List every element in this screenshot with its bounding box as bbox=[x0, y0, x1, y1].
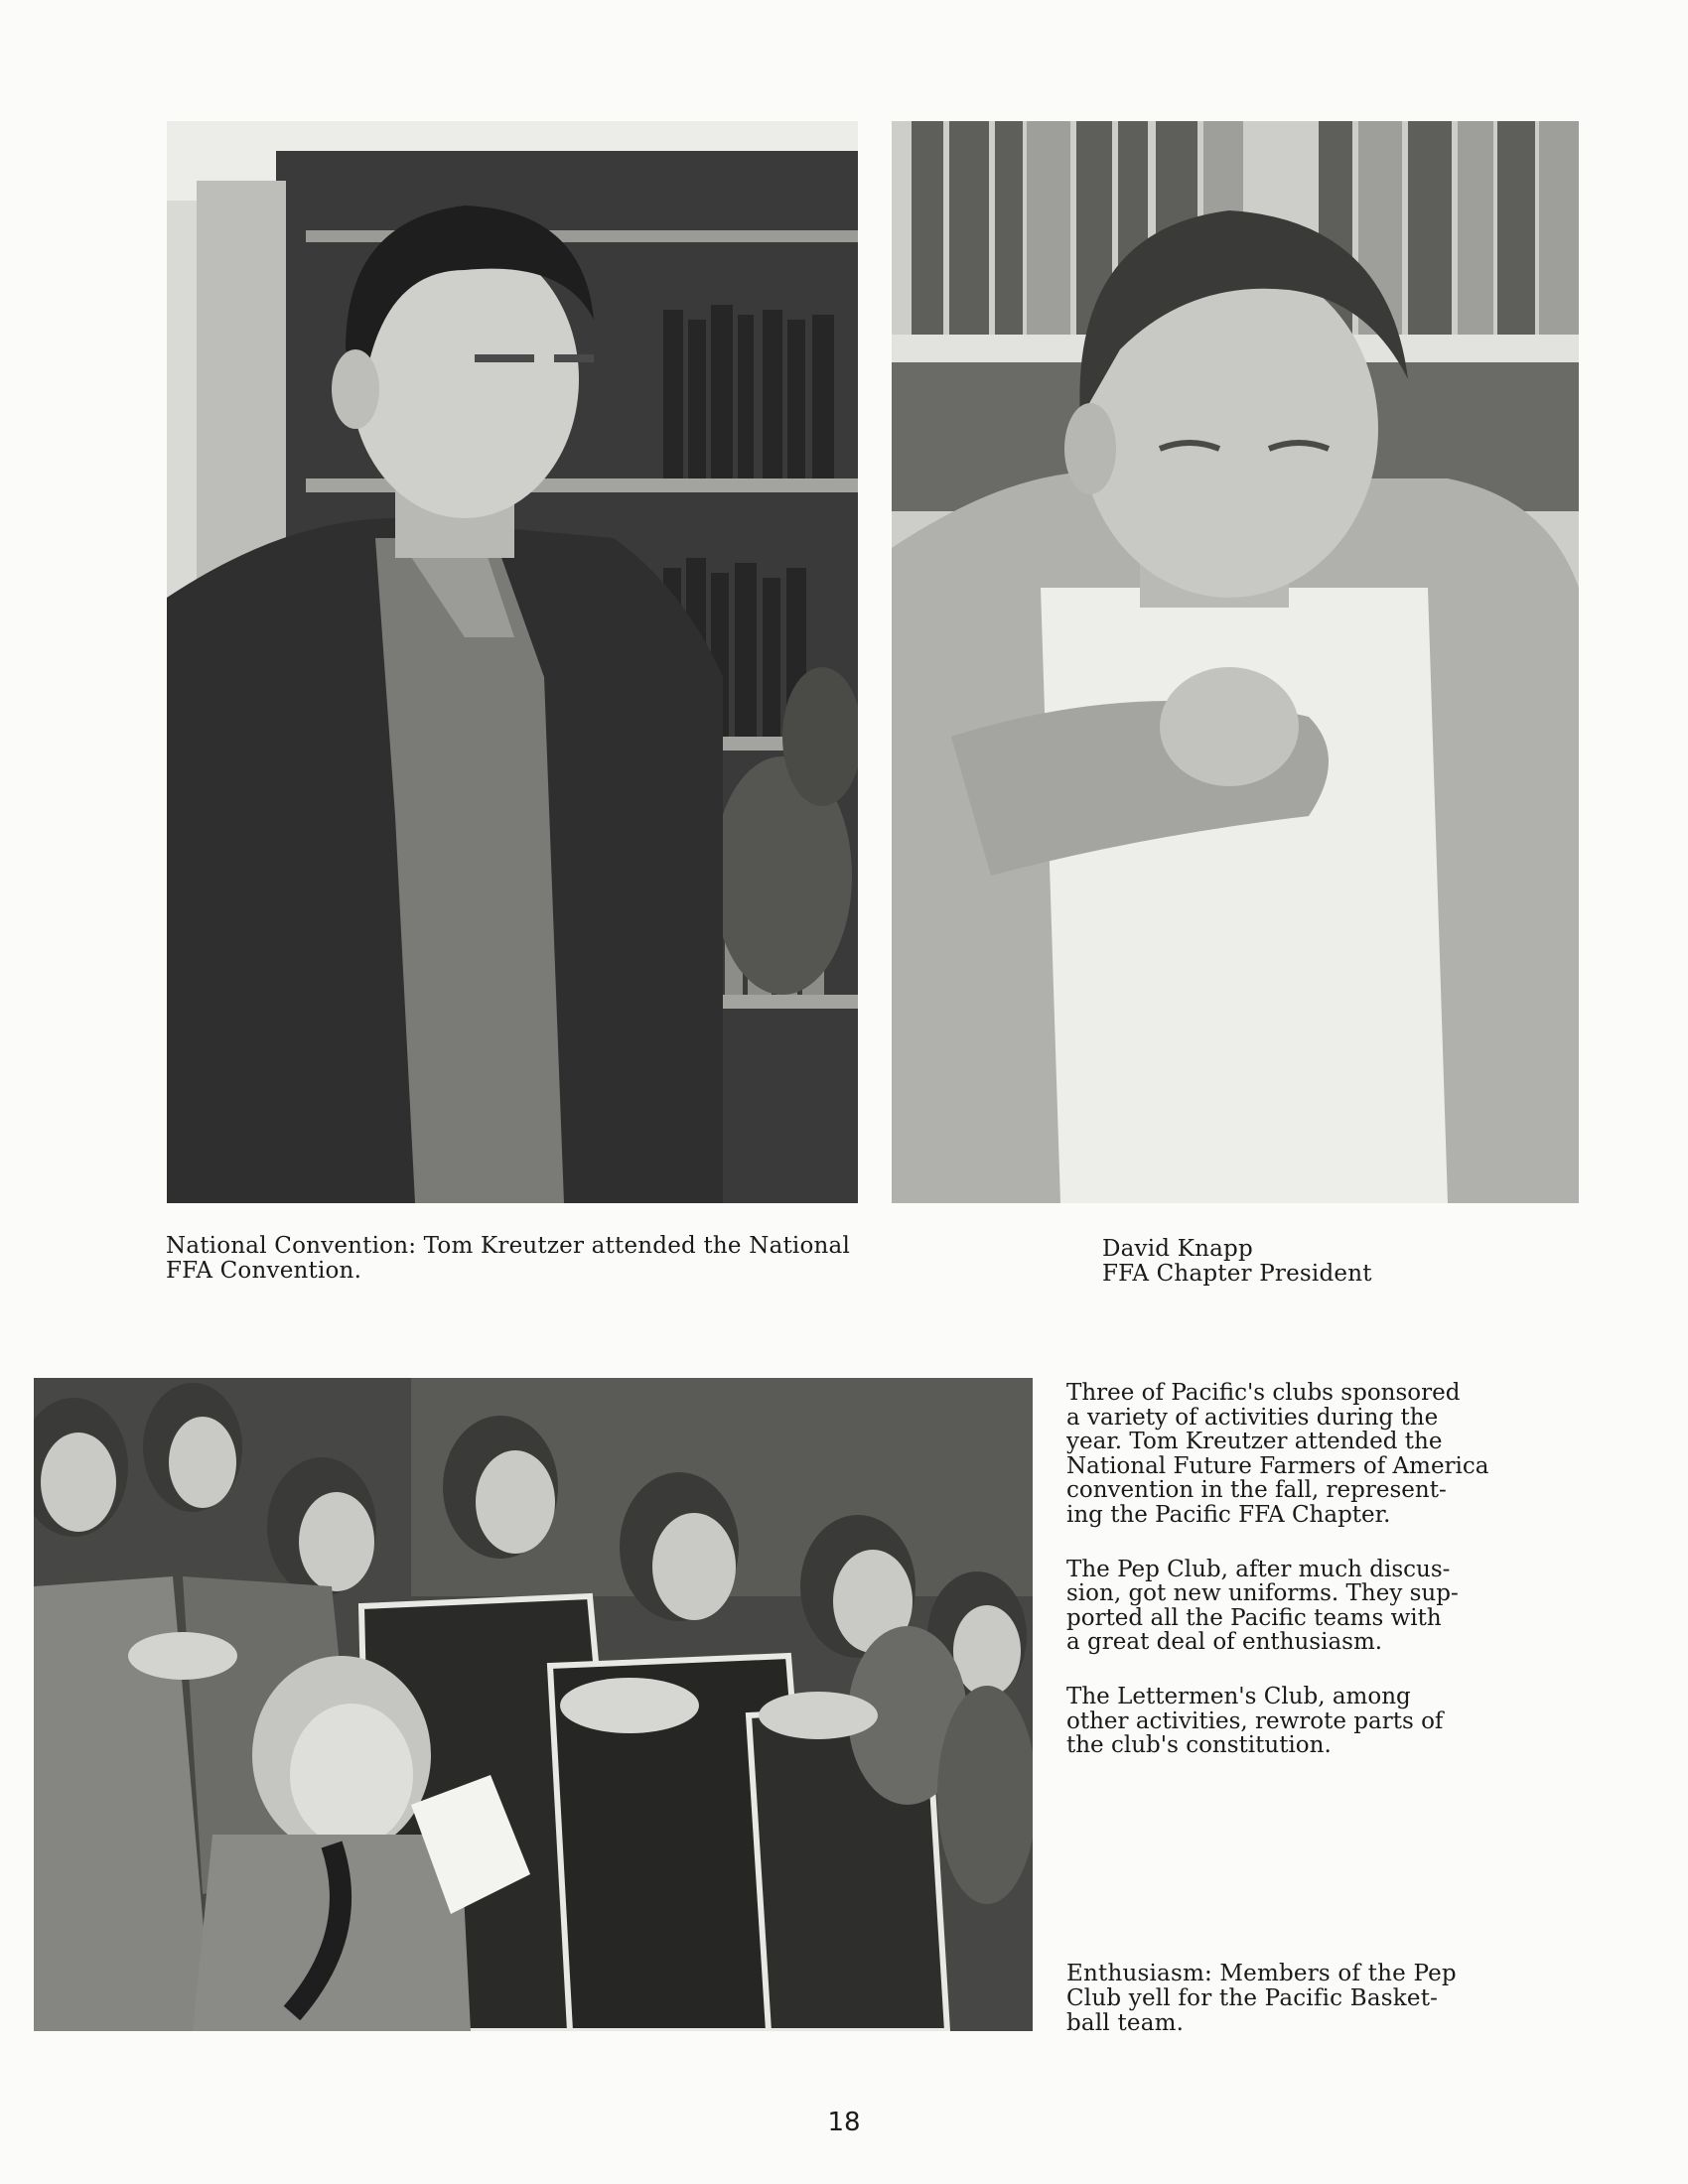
text-line: Three of Pacific's clubs sponsored bbox=[1066, 1380, 1461, 1406]
paragraph-clubs bbox=[1066, 1381, 1503, 1528]
pep-club-photo bbox=[34, 1378, 1033, 2031]
pep-club-caption bbox=[1066, 1962, 1457, 2036]
text-line: other activities, rewrote parts of bbox=[1066, 1707, 1444, 1734]
kreutzer-photo bbox=[167, 121, 858, 1203]
pep-club-caption-line-3: ball team. bbox=[1066, 2010, 1185, 2036]
text-line: the club's constitution. bbox=[1066, 1732, 1332, 1759]
kreutzer-caption-line-1: National Convention: Tom Kreutzer attended the National bbox=[166, 1233, 851, 1259]
kreutzer-caption bbox=[166, 1234, 850, 1284]
pep-club-photo-art bbox=[34, 1378, 1033, 2031]
text-line: sion, got new uniforms. They sup- bbox=[1066, 1580, 1459, 1607]
article-text bbox=[1066, 1381, 1503, 1788]
knapp-caption bbox=[1102, 1237, 1372, 1287]
text-line: ported all the Pacific teams with bbox=[1066, 1604, 1442, 1631]
paragraph-pep-club bbox=[1066, 1558, 1503, 1655]
page-number: 18 bbox=[827, 2108, 861, 2137]
text-line: The Lettermen's Club, among bbox=[1066, 1683, 1411, 1709]
text-line: year. Tom Kreutzer attended the bbox=[1066, 1429, 1443, 1455]
kreutzer-caption-line-2: FFA Convention. bbox=[166, 1258, 362, 1284]
paragraph-lettermen bbox=[1066, 1685, 1503, 1758]
kreutzer-photo-art bbox=[167, 121, 858, 1203]
text-line: ing the Pacific FFA Chapter. bbox=[1066, 1501, 1391, 1528]
text-line: National Future Farmers of America bbox=[1066, 1452, 1489, 1479]
pep-club-caption-line-1: Enthusiasm: Members of the Pep bbox=[1066, 1961, 1457, 1986]
text-line: convention in the fall, represent- bbox=[1066, 1477, 1447, 1504]
pep-club-caption-line-2: Club yell for the Pacific Basket- bbox=[1066, 1985, 1439, 2011]
knapp-photo-art bbox=[892, 121, 1579, 1203]
text-line: The Pep Club, after much discus- bbox=[1066, 1556, 1451, 1582]
text-line: a great deal of enthusiasm. bbox=[1066, 1629, 1383, 1656]
knapp-caption-title: FFA Chapter President bbox=[1102, 1261, 1372, 1287]
text-line: a variety of activities during the bbox=[1066, 1404, 1439, 1431]
knapp-photo bbox=[892, 121, 1579, 1203]
knapp-caption-name: David Knapp bbox=[1102, 1236, 1253, 1262]
